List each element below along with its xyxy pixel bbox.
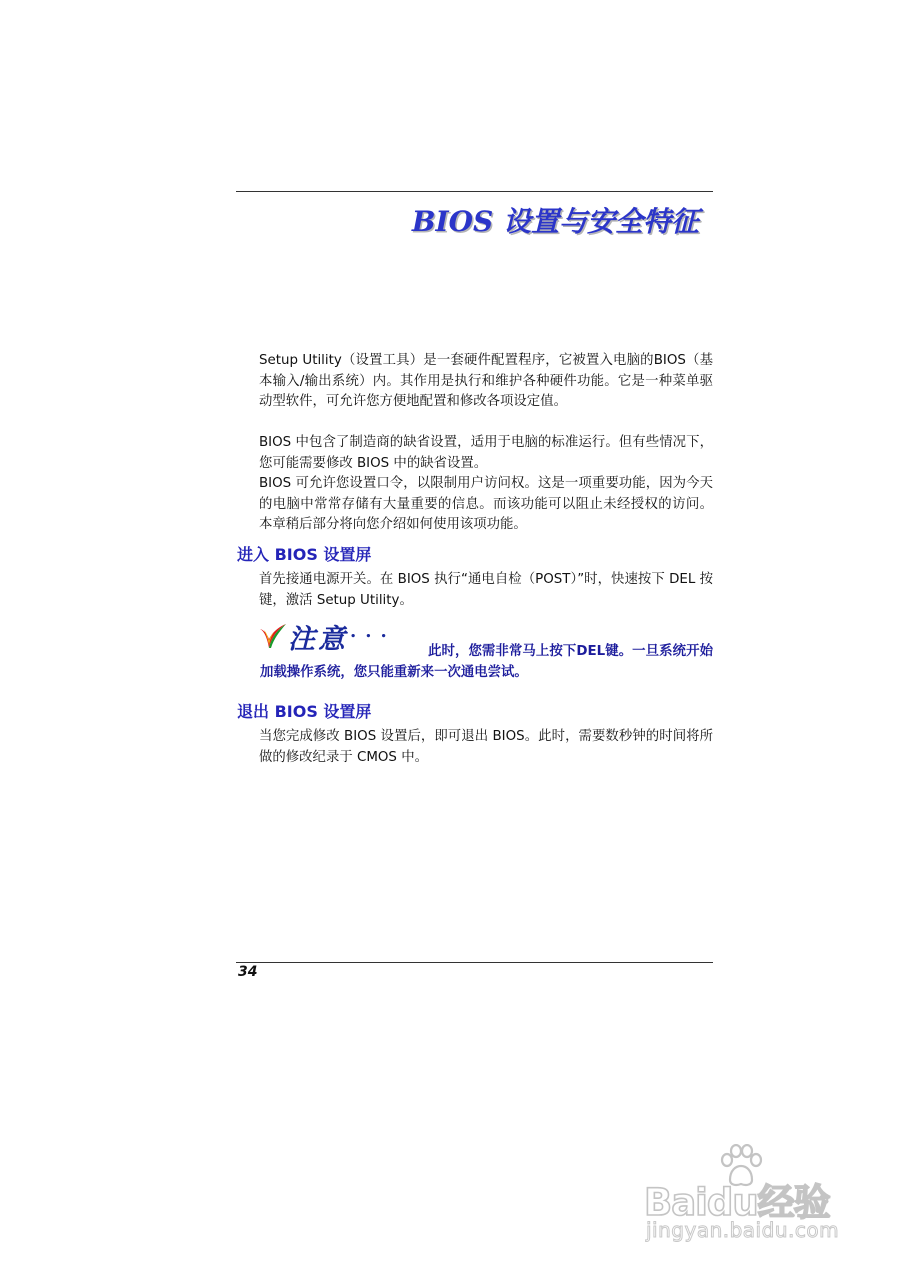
section-body-exit-bios: 当您完成修改 BIOS 设置后，即可退出 BIOS。此时，需要数秒钟的时间将所做的修改纪录于 CMOS 中。 bbox=[259, 729, 713, 765]
section-heading-enter-bios: 进入 BIOS 设置屏 bbox=[237, 545, 372, 564]
chapter-title: BIOS 设置与安全特征 bbox=[411, 205, 699, 238]
note-text: 此时，您需非常马上按下DEL键。一旦系统开始加载操作系统，您只能重新来一次通电尝试。 bbox=[260, 644, 713, 680]
baidu-watermark bbox=[640, 1144, 870, 1244]
section-body-enter-bios: 首先接通电源开关。在 BIOS 执行“通电自检（POST）”时，快速按下 DEL 按键，激活 Setup Utility。 bbox=[259, 572, 713, 608]
watermark-brand: Baidu经验 bbox=[644, 1181, 830, 1224]
intro-paragraph-1: Setup Utility（设置工具）是一套硬件配置程序，它被置入电脑的BIOS（基本输入/输出系统）内。其作用是执行和维护各种硬件功能。它是一种菜单驱动型软件，可允许您方便地配置和修改各项设定值。 bbox=[259, 353, 713, 409]
intro-paragraph-3: BIOS 可允许您设置口令，以限制用户访问权。这是一项重要功能，因为今天的电脑中常常存储有大量重要的信息。而该功能可以阻止未经授权的访问。本章稍后部分将向您介绍如何使用该项功能。 bbox=[259, 476, 713, 532]
top-rule bbox=[236, 191, 713, 192]
intro-paragraph-2: BIOS 中包含了制造商的缺省设置，适用于电脑的标准运行。但有些情况下，您可能需要修改 BIOS 中的缺省设置。 bbox=[259, 435, 713, 471]
bottom-rule bbox=[236, 962, 713, 963]
note-label: 注意 bbox=[288, 624, 348, 655]
watermark-url: jingyan.baidu.com bbox=[646, 1218, 840, 1242]
page-number: 34 bbox=[238, 964, 258, 980]
note-dots: ... bbox=[350, 621, 396, 642]
section-heading-exit-bios: 退出 BIOS 设置屏 bbox=[237, 702, 372, 721]
